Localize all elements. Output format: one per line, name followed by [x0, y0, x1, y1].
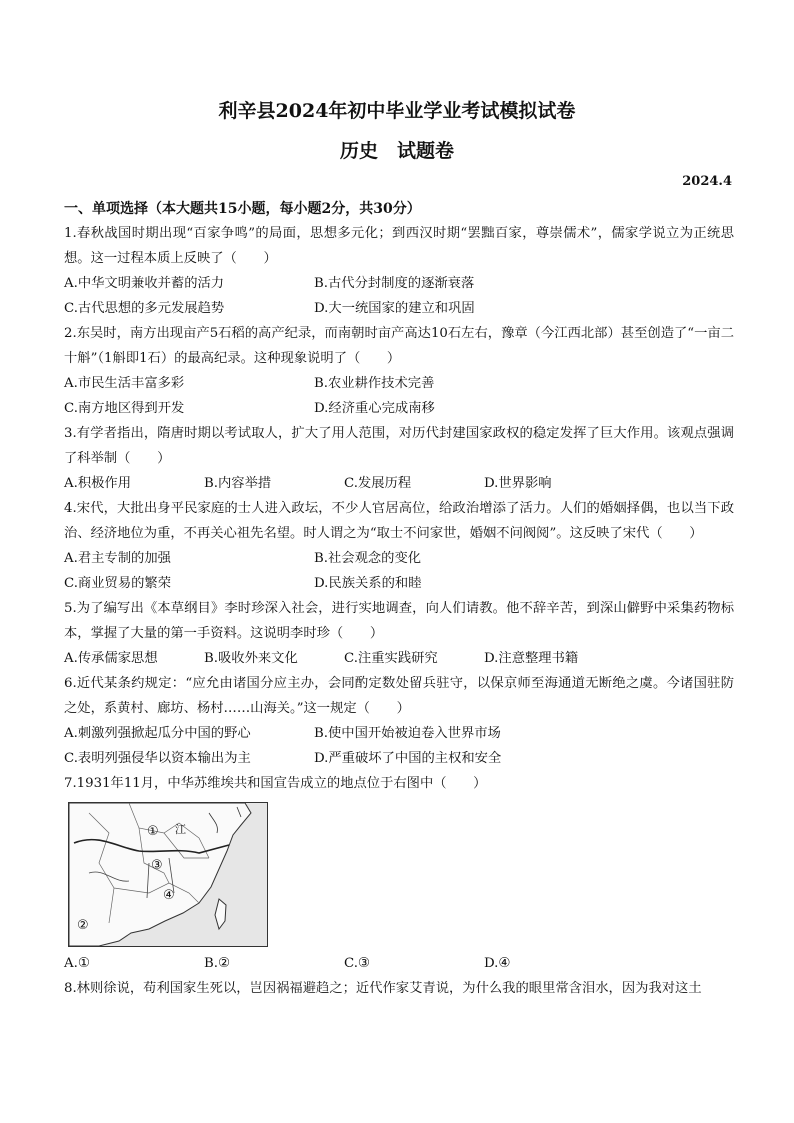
option-group [64, 471, 734, 496]
section-heading: 一、单项选择（本大题共15小题，每小题2分，共30分） [64, 201, 421, 217]
option-c[interactable]: C.注重实践研究 [344, 651, 438, 666]
option-c[interactable]: C.③ [344, 956, 370, 971]
option-group [64, 546, 734, 596]
option-c[interactable]: C.发展历程 [344, 476, 412, 491]
option-c[interactable]: C.商业贸易的繁荣 [64, 576, 172, 591]
map-marker-3: ③ [151, 858, 163, 873]
option-b[interactable]: B.使中国开始被迫卷入世界市场 [314, 726, 501, 741]
option-b[interactable]: B.农业耕作技术完善 [314, 376, 435, 391]
option-b[interactable]: B.吸收外来文化 [204, 651, 298, 666]
question-5 [64, 596, 734, 671]
option-d[interactable]: D.注意整理书籍 [484, 651, 579, 666]
option-c[interactable]: C.古代思想的多元发展趋势 [64, 301, 225, 316]
map-marker-1: ① [147, 824, 159, 839]
question-8 [64, 976, 734, 1001]
option-d[interactable]: D.经济重心完成南移 [314, 401, 435, 416]
option-b[interactable]: B.社会观念的变化 [314, 551, 422, 566]
option-b[interactable]: B.内容举措 [204, 476, 272, 491]
question-list [64, 221, 734, 1001]
map-marker-4: ④ [163, 888, 175, 903]
question-stem: 3.有学者指出，隋唐时期以考试取人，扩大了用人范围，对历代封建国家政权的稳定发挥了巨大作用。该观点强调了科举制（ ） [64, 426, 734, 466]
option-c[interactable]: C.表明列强侵华以资本输出为主 [64, 751, 251, 766]
exam-subtitle: 历史 试题卷 [339, 140, 454, 162]
question-stem: 8.林则徐说，苟利国家生死以，岂因祸福避趋之；近代作家艾青说，为什么我的眼里常含泪水，因为我对这土 [64, 981, 702, 996]
option-b[interactable]: B.古代分封制度的逐渐衰落 [314, 276, 475, 291]
option-a[interactable]: A.传承儒家思想 [64, 651, 158, 666]
option-a[interactable]: A.市民生活丰富多彩 [64, 376, 185, 391]
exam-title: 利辛县2024年初中毕业学业考试模拟试卷 [218, 100, 576, 122]
option-a[interactable]: A.君主专制的加强 [64, 551, 171, 566]
option-group [64, 951, 734, 976]
question-stem: 2.东吴时，南方出现亩产5石稻的高产纪录，而南朝时亩产高达10石左右，豫章（今江西北部）甚至创造了“一亩二十斛”（1斛即1石）的最高纪录。这种现象说明了（ ） [64, 326, 734, 366]
option-d[interactable]: D.大一统国家的建立和巩固 [314, 301, 475, 316]
option-d[interactable]: D.民族关系的和睦 [314, 576, 422, 591]
question-4 [64, 496, 734, 596]
question-3 [64, 421, 734, 496]
option-group [64, 646, 734, 671]
option-d[interactable]: D.④ [484, 956, 511, 971]
option-group [64, 271, 734, 321]
option-b[interactable]: B.② [204, 956, 230, 971]
map-river-label: 江 [175, 823, 186, 836]
question-stem: 5.为了编写出《本草纲目》李时珍深入社会，进行实地调查，向人们请教。他不辞辛苦，到深山僻野中采集药物标本，掌握了大量的第一手资料。这说明李时珍（ ） [64, 601, 734, 641]
option-a[interactable]: A.中华文明兼收并蓄的活力 [64, 276, 225, 291]
question-2 [64, 321, 734, 421]
question-stem: 1.春秋战国时期出现“百家争鸣”的局面，思想多元化；到西汉时期“罢黜百家，尊崇儒术”，儒家学说立为正统思想。这一过程本质上反映了（ ） [64, 226, 734, 266]
option-d[interactable]: D.世界影响 [484, 476, 552, 491]
china-map-figure [68, 802, 268, 947]
option-a[interactable]: A.① [64, 956, 90, 971]
question-1 [64, 221, 734, 321]
option-c[interactable]: C.南方地区得到开发 [64, 401, 185, 416]
question-6 [64, 671, 734, 771]
option-a[interactable]: A.积极作用 [64, 476, 132, 491]
question-stem: 6.近代某条约规定：“应允由诸国分应主办，会同酌定数处留兵驻守，以保京师至海通道无断绝之虞。今诸国驻防之处，系黄村、廊坊、杨村……山海关。”这一规定（ ） [64, 676, 734, 716]
exam-date: 2024.4 [682, 174, 732, 189]
option-a[interactable]: A.刺激列强掀起瓜分中国的野心 [64, 726, 251, 741]
option-d[interactable]: D.严重破坏了中国的主权和安全 [314, 751, 502, 766]
question-stem: 7.1931年11月，中华苏维埃共和国宣告成立的地点位于右图中（ ） [64, 776, 487, 791]
map-marker-2: ② [77, 918, 89, 933]
question-stem: 4.宋代，大批出身平民家庭的士人进入政坛，不少人官居高位，给政治增添了活力。人们的婚姻择偶，也以当下政治、经济地位为重，不再关心祖先名望。时人谓之为“取士不问家世，婚姻不问阀阅”。这反映了宋代（ ） [64, 501, 734, 541]
option-group [64, 371, 734, 421]
question-7 [64, 771, 734, 976]
option-group [64, 721, 734, 771]
